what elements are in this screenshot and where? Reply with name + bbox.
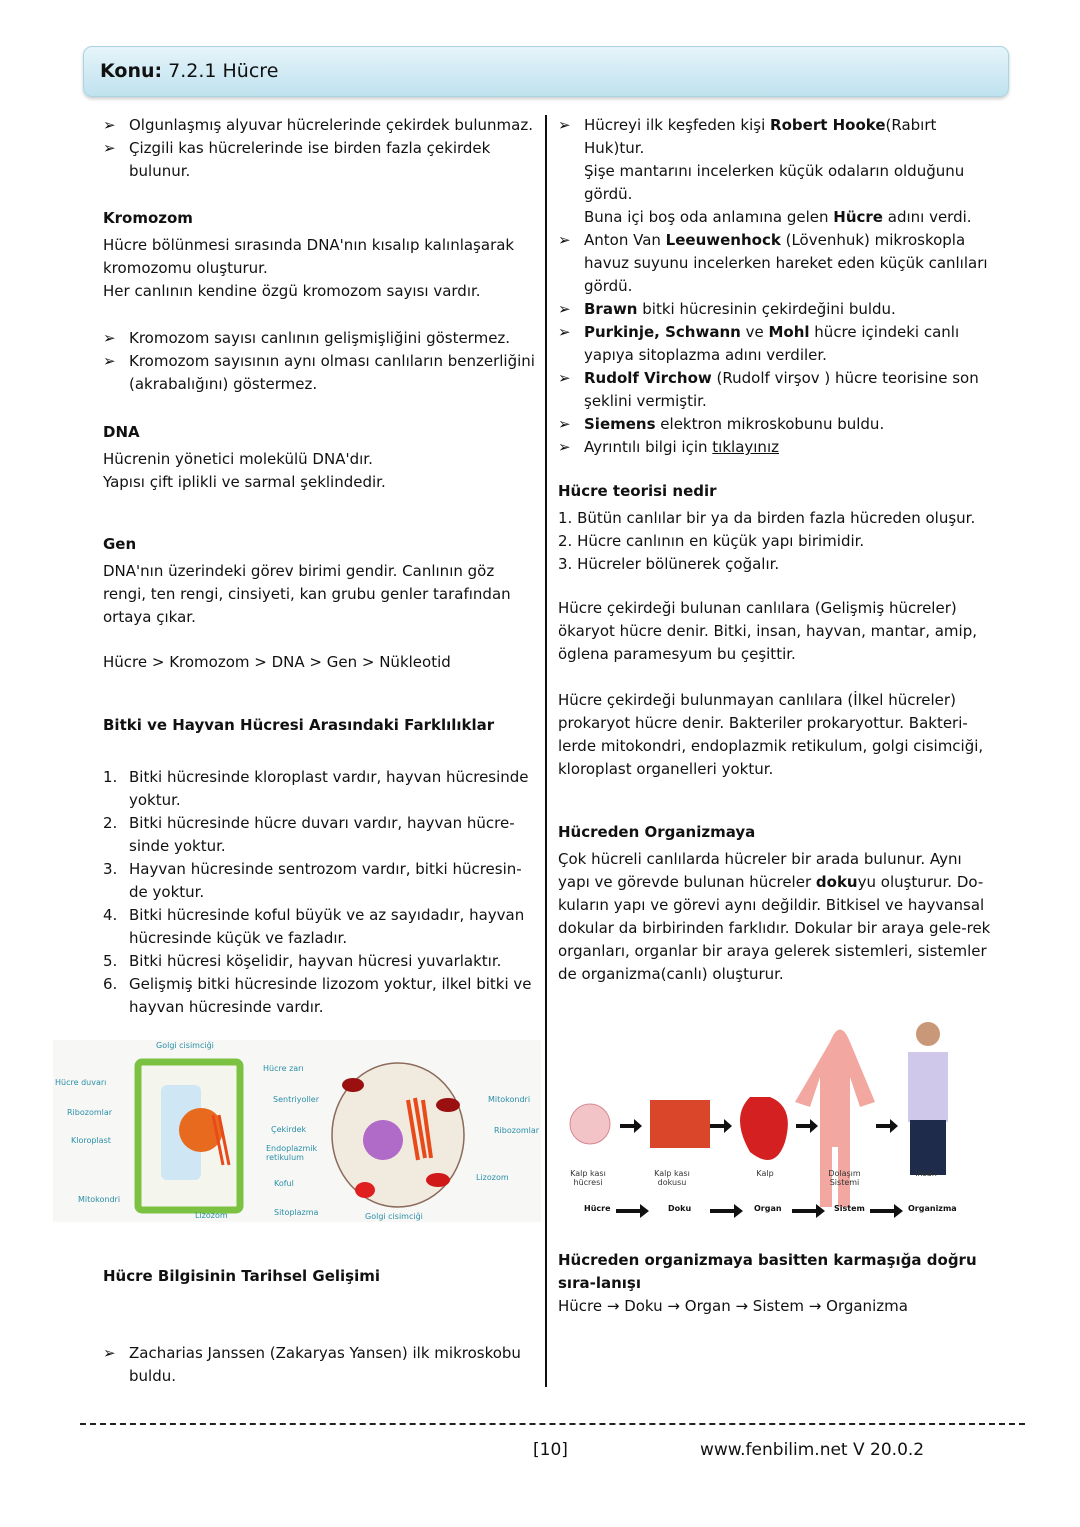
label-golgi: Golgi cisimciği (365, 1212, 423, 1221)
list-item: 1. Bütün canlılar bir ya da birden fazla hücreden oluşur. (558, 509, 976, 527)
paragraph: Hücrenin yönetici molekülü DNA'dır. (103, 450, 373, 468)
example-label: Kalp kası dokusu (654, 1169, 690, 1187)
bullet: ➢ Hücreyi ilk keşfeden kişi Robert Hooke(Rabırt Huk)tur. Şişe mantarını incelerken küçük odaların olduğunu gördü. Buna içi boş oda anlamına gelen Hücre adını verdi. (558, 114, 998, 229)
column-divider (545, 115, 547, 1387)
section-title: Hücre teorisi nedir (558, 482, 717, 500)
level-label: Organ (754, 1204, 782, 1213)
bullet: ➢ Brawn bitki hücresinin çekirdeğini buldu. (558, 298, 998, 321)
section-title: Gen (103, 535, 137, 553)
theory-section (558, 480, 998, 576)
level-label: Doku (668, 1204, 692, 1213)
topic-label: Konu: (100, 60, 163, 82)
list-item: 2. Bitki hücresinde hücre duvarı vardır, hayvan hücre-sinde yoktur. (103, 814, 515, 855)
bullet: ➢ Siemens elektron mikroskobunu buldu. (558, 413, 998, 436)
page-number: [10] (533, 1440, 568, 1460)
prokaryote-paragraph: Hücre çekirdeği bulunmayan canlılara (İlkel hücreler) prokaryot hücre denir. Bakteriler prokaryottur. Bakteri-lerde mitokondri, endoplazmik retikulum, golgi cisimciği, kloroplast organelleri yoktur. (558, 691, 984, 778)
level-label: Hücre (584, 1204, 611, 1213)
bullet: ➢ Purkinje, Schwann ve Mohl hücre içindeki canlı yapıya sitoplazma adını verdiler. (558, 321, 998, 367)
section-title: Hücreden organizmaya basitten karmaşığa doğru sıra-lanışı (558, 1251, 977, 1292)
list-item: 5. Bitki hücresi köşelidir, hayvan hücresi yuvarlaktır. (103, 952, 502, 970)
organism-section (558, 821, 998, 986)
section-title: DNA (103, 423, 140, 441)
eukaryote-paragraph: Hücre çekirdeği bulunan canlılara (Gelişmiş hücreler) ökaryot hücre denir. Bitki, insan, hayvan, mantar, amip, öglena paramesyum bu çeşittir. (558, 599, 977, 663)
label-chloroplast: Kloroplast (71, 1136, 111, 1145)
section-title: Bitki ve Hayvan Hücresi Arasındaki Farklılıklar (103, 716, 495, 734)
list-item: 3. Hücreler bölünerek çoğalır. (558, 555, 780, 573)
kromozom-bullets (103, 327, 535, 396)
label-vacuole: Koful (274, 1179, 294, 1188)
paragraph: DNA'nın üzerindeki görev birimi gendir. Canlının göz rengi, ten rengi, cinsiyeti, kan grubu genler tarafından ortaya çıkar. (103, 562, 511, 626)
label-cytoplasm: Sitoplazma (274, 1208, 319, 1217)
list-item: 3. Hayvan hücresinde sentrozom vardır, bitki hücresin-de yoktur. (103, 860, 522, 901)
paragraph: Her canlının kendine özgü kromozom sayısı vardır. (103, 282, 481, 300)
history-section (103, 1265, 535, 1388)
bullet: ➢ Çizgili kas hücrelerinde ise birden fazla çekirdek bulunur. (103, 137, 535, 183)
paragraph: Hücre bölünmesi sırasında DNA'nın kısalıp kalınlaşarak kromozomu oluşturur. (103, 236, 515, 277)
bullet: ➢ Kromozom sayısı canlının gelişmişliğini göstermez. (103, 327, 535, 350)
example-label: Kalp kası hücresi (570, 1169, 606, 1187)
section-title: Hücre Bilgisinin Tarihsel Gelişimi (103, 1267, 381, 1285)
label-golgi: Golgi cisimciği (156, 1041, 214, 1050)
label-mitochondria: Mitokondri (488, 1095, 531, 1104)
bullet: ➢ Rudolf Virchow (Rudolf virşov ) hücre teorisine son şeklini vermiştir. (558, 367, 998, 413)
bullet: ➢ Anton Van Leeuwenhock (Lövenhuk) mikroskopla havuz suyunu incelerken hareket eden küçük canlıları gördü. (558, 229, 998, 298)
topic-header (83, 46, 1009, 97)
label-nucleus: Çekirdek (271, 1125, 307, 1134)
bullet: ➢ Zacharias Janssen (Zakaryas Yansen) ilk mikroskobu buldu. (103, 1342, 535, 1388)
label-cell-wall: Hücre duvarı (55, 1078, 107, 1087)
details-link[interactable]: tıklayınız (712, 438, 779, 456)
label-ribosomes: Ribozomlar (494, 1126, 540, 1135)
dna-section (103, 421, 535, 494)
order-section (558, 1249, 998, 1318)
topic-title: 7.2.1 Hücre (168, 60, 279, 82)
level-label: Sistem (834, 1204, 865, 1213)
example-label: Kalp (756, 1169, 774, 1178)
diff-section (103, 714, 535, 1019)
organization-figure (560, 1012, 980, 1222)
example-label: Dolaşım Sistemi (828, 1169, 861, 1187)
list-item: 2. Hücre canlının en küçük yapı birimidir. (558, 532, 865, 550)
bullet: ➢ Ayrıntılı bilgi için tıklayınız (558, 436, 998, 459)
section-title: Hücreden Organizmaya (558, 823, 756, 841)
list-item: 4. Bitki hücresinde koful büyük ve az sayıdadır, hayvan hücresinde küçük ve fazladır. (103, 906, 525, 947)
cell-diagram (53, 1040, 541, 1222)
paragraph: Çok hücreli canlılarda hücreler bir arada bulunur. Aynı yapı ve görevde bulunan hücreler dokuyu oluşturur. Do-kuların yapı ve görevi aynı değildir. Bitkisel ve hayvansal dokular da birbirinden farklıdır. Dokular bir araya gele-rek organları, organlar bir araya gelerek sistemleri, sistemler de organizma(canlı) oluşturur. (558, 850, 991, 983)
bullet: ➢ Olgunlaşmış alyuvar hücrelerinde çekirdek bulunmaz. (103, 114, 535, 137)
history-bullets (558, 114, 998, 459)
sequence: Hücre → Doku → Organ → Sistem → Organizma (558, 1297, 908, 1315)
label-ribosomes: Ribozomlar (67, 1108, 113, 1117)
bullet: ➢ Kromozom sayısının aynı olması canlıların benzerliğini (akrabalığını) göstermez. (103, 350, 535, 396)
site-version: www.fenbilim.net V 20.0.2 (700, 1440, 925, 1460)
example-label: İnsan (915, 1169, 937, 1178)
label-mitochondria: Mitokondri (78, 1195, 121, 1204)
list-item: 6. Gelişmiş bitki hücresinde lizozom yoktur, ilkel bitki ve hayvan hücresinde vardır. (103, 975, 532, 1016)
label-cell-membrane: Hücre zarı (263, 1064, 304, 1073)
paragraph: Yapısı çift iplikli ve sarmal şeklindedir. (103, 473, 386, 491)
label-lysosome: Lizozom (195, 1211, 228, 1220)
label-centrioles: Sentriyoller (273, 1095, 320, 1104)
label-er: Endoplazmik retikulum (266, 1144, 318, 1162)
gen-section (103, 533, 535, 674)
hierarchy: Hücre > Kromozom > DNA > Gen > Nükleotid (103, 653, 451, 671)
intro-bullets (103, 114, 535, 183)
section-title: Kromozom (103, 209, 193, 227)
level-label: Organizma (908, 1204, 957, 1213)
footer-divider (80, 1423, 1025, 1425)
list-item: 1. Bitki hücresinde kloroplast vardır, hayvan hücresinde yoktur. (103, 768, 529, 809)
kromozom-section (103, 207, 535, 303)
label-lysosome: Lizozom (476, 1173, 509, 1182)
